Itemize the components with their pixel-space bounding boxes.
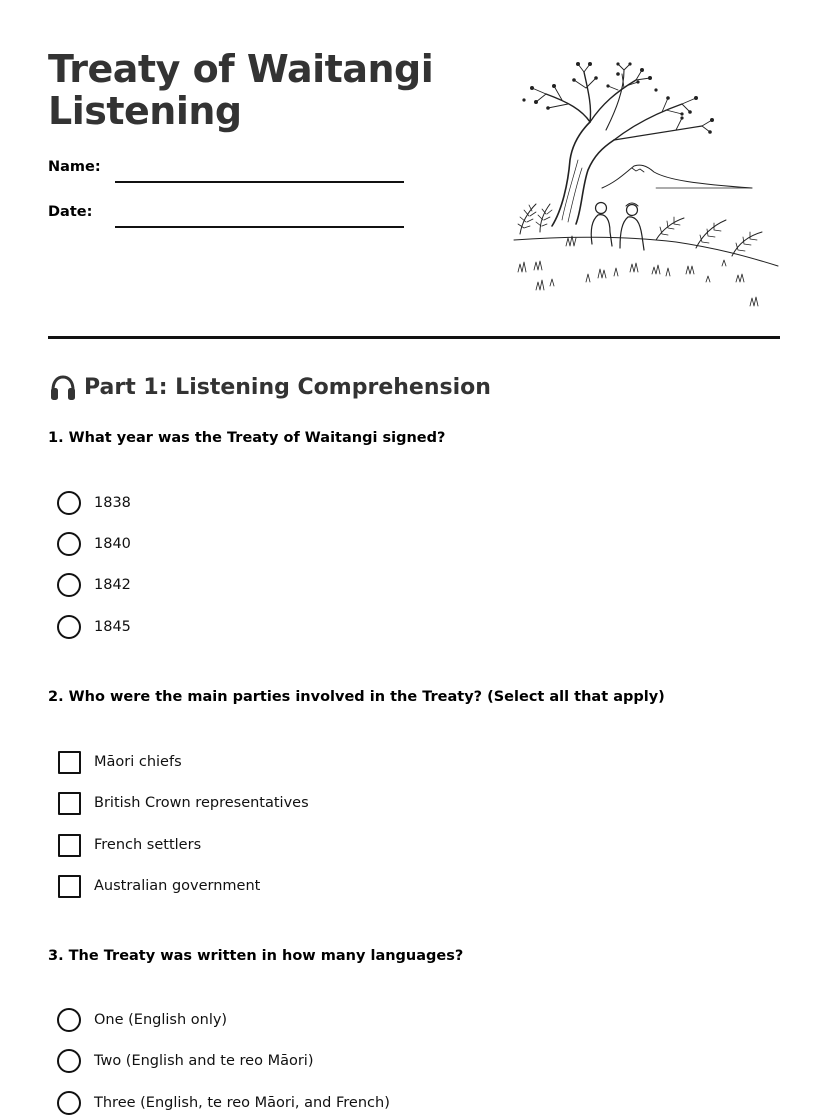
question-3-text: 3. The Treaty was written in how many languages? — [48, 948, 464, 964]
checkbox[interactable] — [58, 875, 81, 898]
question-2-text: 2. Who were the main parties involved in the Treaty? (Select all that apply) — [48, 689, 665, 705]
q2-option-british-crown[interactable] — [57, 790, 309, 816]
q1-option-1842[interactable] — [57, 572, 131, 598]
radio-button[interactable] — [57, 491, 81, 515]
date-label: Date: — [48, 204, 93, 220]
name-input-line[interactable] — [115, 181, 404, 183]
headphones-icon — [48, 373, 78, 403]
q2-option-australian-government[interactable] — [57, 873, 260, 899]
title-line-2: Listening — [48, 89, 242, 133]
q3-option-three[interactable] — [57, 1090, 390, 1116]
option-label: Māori chiefs — [94, 754, 182, 770]
q1-option-1840[interactable] — [57, 531, 131, 557]
option-label: British Crown representatives — [94, 795, 309, 811]
section-heading-part1 — [48, 373, 491, 403]
radio-button[interactable] — [57, 573, 81, 597]
date-field[interactable] — [48, 204, 408, 234]
q3-option-two[interactable] — [57, 1048, 313, 1074]
worksheet-title — [48, 48, 488, 132]
date-input-line[interactable] — [115, 226, 404, 228]
name-label: Name: — [48, 159, 101, 175]
radio-button[interactable] — [57, 1008, 81, 1032]
q1-option-1845[interactable] — [57, 614, 131, 640]
radio-button[interactable] — [57, 1091, 81, 1115]
option-label: 1838 — [94, 495, 131, 511]
option-label: 1840 — [94, 536, 131, 552]
option-label: Two (English and te reo Māori) — [94, 1053, 314, 1069]
option-label: Three (English, te reo Māori, and French) — [94, 1095, 390, 1111]
q1-option-1838[interactable] — [57, 490, 131, 516]
q2-option-maori-chiefs[interactable] — [57, 749, 182, 775]
name-field[interactable] — [48, 159, 408, 189]
option-label: 1845 — [94, 619, 131, 635]
radio-button[interactable] — [57, 532, 81, 556]
title-line-1: Treaty of Waitangi — [48, 47, 434, 91]
section-heading-text: Part 1: Listening Comprehension — [84, 375, 491, 400]
checkbox[interactable] — [58, 792, 81, 815]
q3-option-one[interactable] — [57, 1007, 227, 1033]
header-divider — [48, 336, 780, 339]
option-label: One (English only) — [94, 1012, 228, 1028]
checkbox[interactable] — [58, 834, 81, 857]
radio-button[interactable] — [57, 1049, 81, 1073]
option-label: French settlers — [94, 837, 202, 853]
tree-landscape-illustration — [506, 60, 784, 312]
checkbox[interactable] — [58, 751, 81, 774]
radio-button[interactable] — [57, 615, 81, 639]
question-1-text: 1. What year was the Treaty of Waitangi signed? — [48, 430, 446, 446]
option-label: Australian government — [94, 878, 261, 894]
option-label: 1842 — [94, 577, 131, 593]
q2-option-french-settlers[interactable] — [57, 832, 201, 858]
